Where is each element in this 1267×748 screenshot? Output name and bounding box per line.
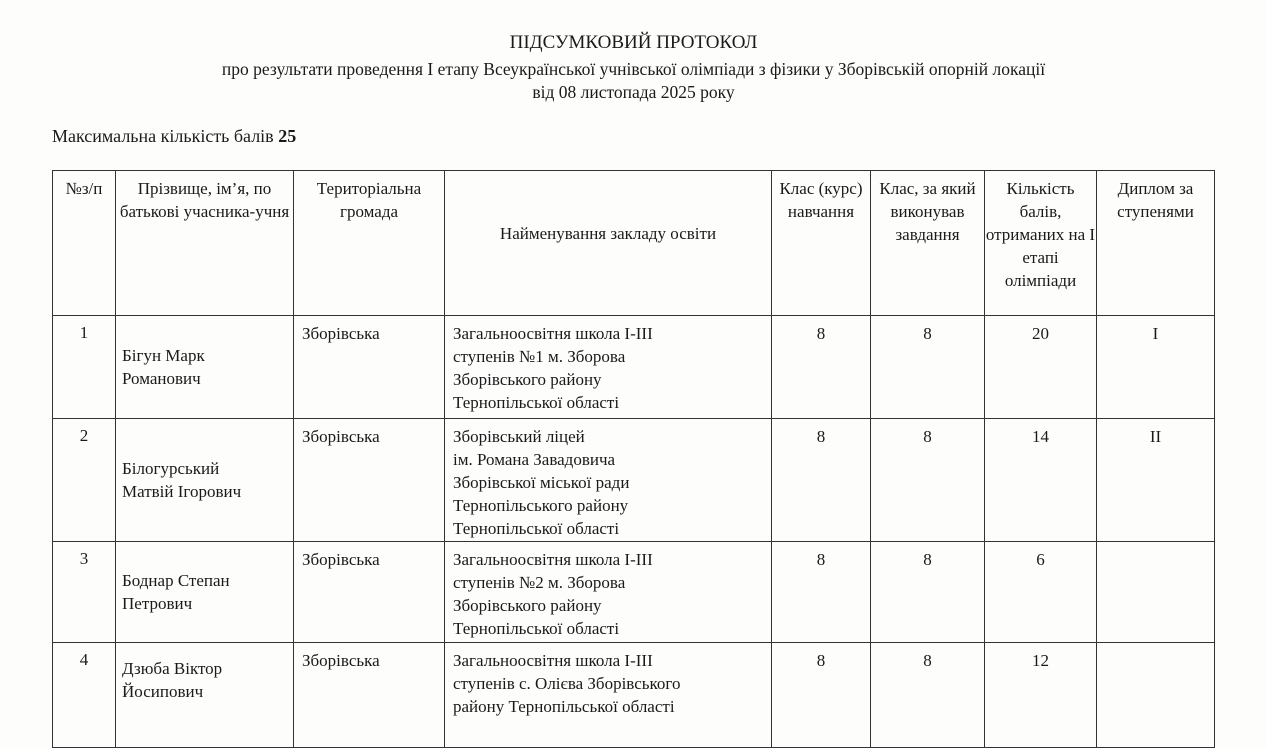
cell-class: 8: [772, 643, 871, 748]
name-line: Петрович: [122, 594, 193, 613]
name-line: Романович: [122, 369, 201, 388]
cell-score: 20: [985, 316, 1097, 419]
school-line: Зборівської міської ради: [453, 473, 630, 492]
cell-name: [116, 316, 294, 419]
name-line: Матвій Ігорович: [122, 482, 242, 501]
table-header-row: [53, 171, 1215, 316]
table-row: [53, 643, 1215, 748]
results-table-wrapper: [52, 170, 1214, 716]
school-line: Зборівський ліцей: [453, 427, 585, 446]
cell-task-class: 8: [871, 542, 985, 643]
cell-task-class: 8: [871, 419, 985, 542]
name-line: Білогурський: [122, 459, 220, 478]
cell-school: [445, 316, 772, 419]
name-line: Йосипович: [122, 682, 204, 701]
cell-school: [445, 419, 772, 542]
col-header-hromada: Територіальна громада: [294, 171, 445, 316]
name-line: Боднар Степан: [122, 571, 230, 590]
max-score-label: Максимальна кількість балів: [52, 126, 274, 146]
cell-class: 8: [772, 542, 871, 643]
col-header-diploma: Диплом за ступенями: [1097, 171, 1215, 316]
results-table: [52, 170, 1215, 748]
school-line: ступенів с. Олієва Зборівського: [453, 674, 681, 693]
table-row: [53, 316, 1215, 419]
cell-diploma: [1097, 643, 1215, 748]
cell-task-class: 8: [871, 316, 985, 419]
table-row: [53, 542, 1215, 643]
school-line: Тернопільського району: [453, 496, 629, 515]
school-line: ступенів №2 м. Зборова: [453, 573, 626, 592]
cell-hromada: Зборівська: [294, 542, 445, 643]
school-line: Тернопільської області: [453, 519, 620, 538]
cell-score: 6: [985, 542, 1097, 643]
max-score-value: 25: [278, 126, 297, 146]
school-line: Тернопільської області: [453, 619, 620, 638]
school-line: Загальноосвітня школа І-ІІІ: [453, 651, 653, 670]
cell-name: [116, 419, 294, 542]
school-line: Загальноосвітня школа І-ІІІ: [453, 324, 653, 343]
col-header-class: Клас (курс) навчання: [772, 171, 871, 316]
cell-score: 12: [985, 643, 1097, 748]
school-line: ступенів №1 м. Зборова: [453, 347, 626, 366]
max-score-line: [52, 126, 296, 147]
cell-diploma: I: [1097, 316, 1215, 419]
cell-hromada: Зборівська: [294, 419, 445, 542]
school-line: Зборівського району: [453, 370, 602, 389]
cell-score: 14: [985, 419, 1097, 542]
document-date: від 08 листопада 2025 року: [532, 82, 735, 102]
cell-number: 1: [53, 316, 116, 419]
col-header-school: Найменування закладу освіти: [445, 171, 772, 316]
col-header-name: Прізвище, ім’я, по батькові учасника-учня: [116, 171, 294, 316]
cell-task-class: 8: [871, 643, 985, 748]
table-row: [53, 419, 1215, 542]
school-line: Зборівського району: [453, 596, 602, 615]
document-title: ПІДСУМКОВИЙ ПРОТОКОЛ: [509, 32, 758, 53]
name-line: Бігун Марк: [122, 346, 205, 365]
cell-number: 3: [53, 542, 116, 643]
cell-hromada: Зборівська: [294, 643, 445, 748]
school-line: Загальноосвітня школа І-ІІІ: [453, 550, 653, 569]
cell-diploma: II: [1097, 419, 1215, 542]
cell-diploma: [1097, 542, 1215, 643]
document-subtitle: про результати проведення І етапу Всеукраїнської учнівської олімпіади з фізики у Зборівській опорній локації: [221, 59, 1046, 79]
school-line: ім. Романа Завадовича: [453, 450, 616, 469]
cell-class: 8: [772, 316, 871, 419]
school-line: Тернопільської області: [453, 393, 620, 412]
cell-class: 8: [772, 419, 871, 542]
col-header-score: Кількість балів, отриманих на І етапі олімпіади: [985, 171, 1097, 316]
cell-number: 4: [53, 643, 116, 748]
cell-name: [116, 643, 294, 748]
name-line: Дзюба Віктор: [122, 659, 223, 678]
cell-school: [445, 643, 772, 748]
col-header-number: №з/п: [53, 171, 116, 316]
cell-number: 2: [53, 419, 116, 542]
col-header-task-class: Клас, за який виконував завдання: [871, 171, 985, 316]
cell-school: [445, 542, 772, 643]
cell-hromada: Зборівська: [294, 316, 445, 419]
school-line: району Тернопільської області: [453, 697, 675, 716]
cell-name: [116, 542, 294, 643]
